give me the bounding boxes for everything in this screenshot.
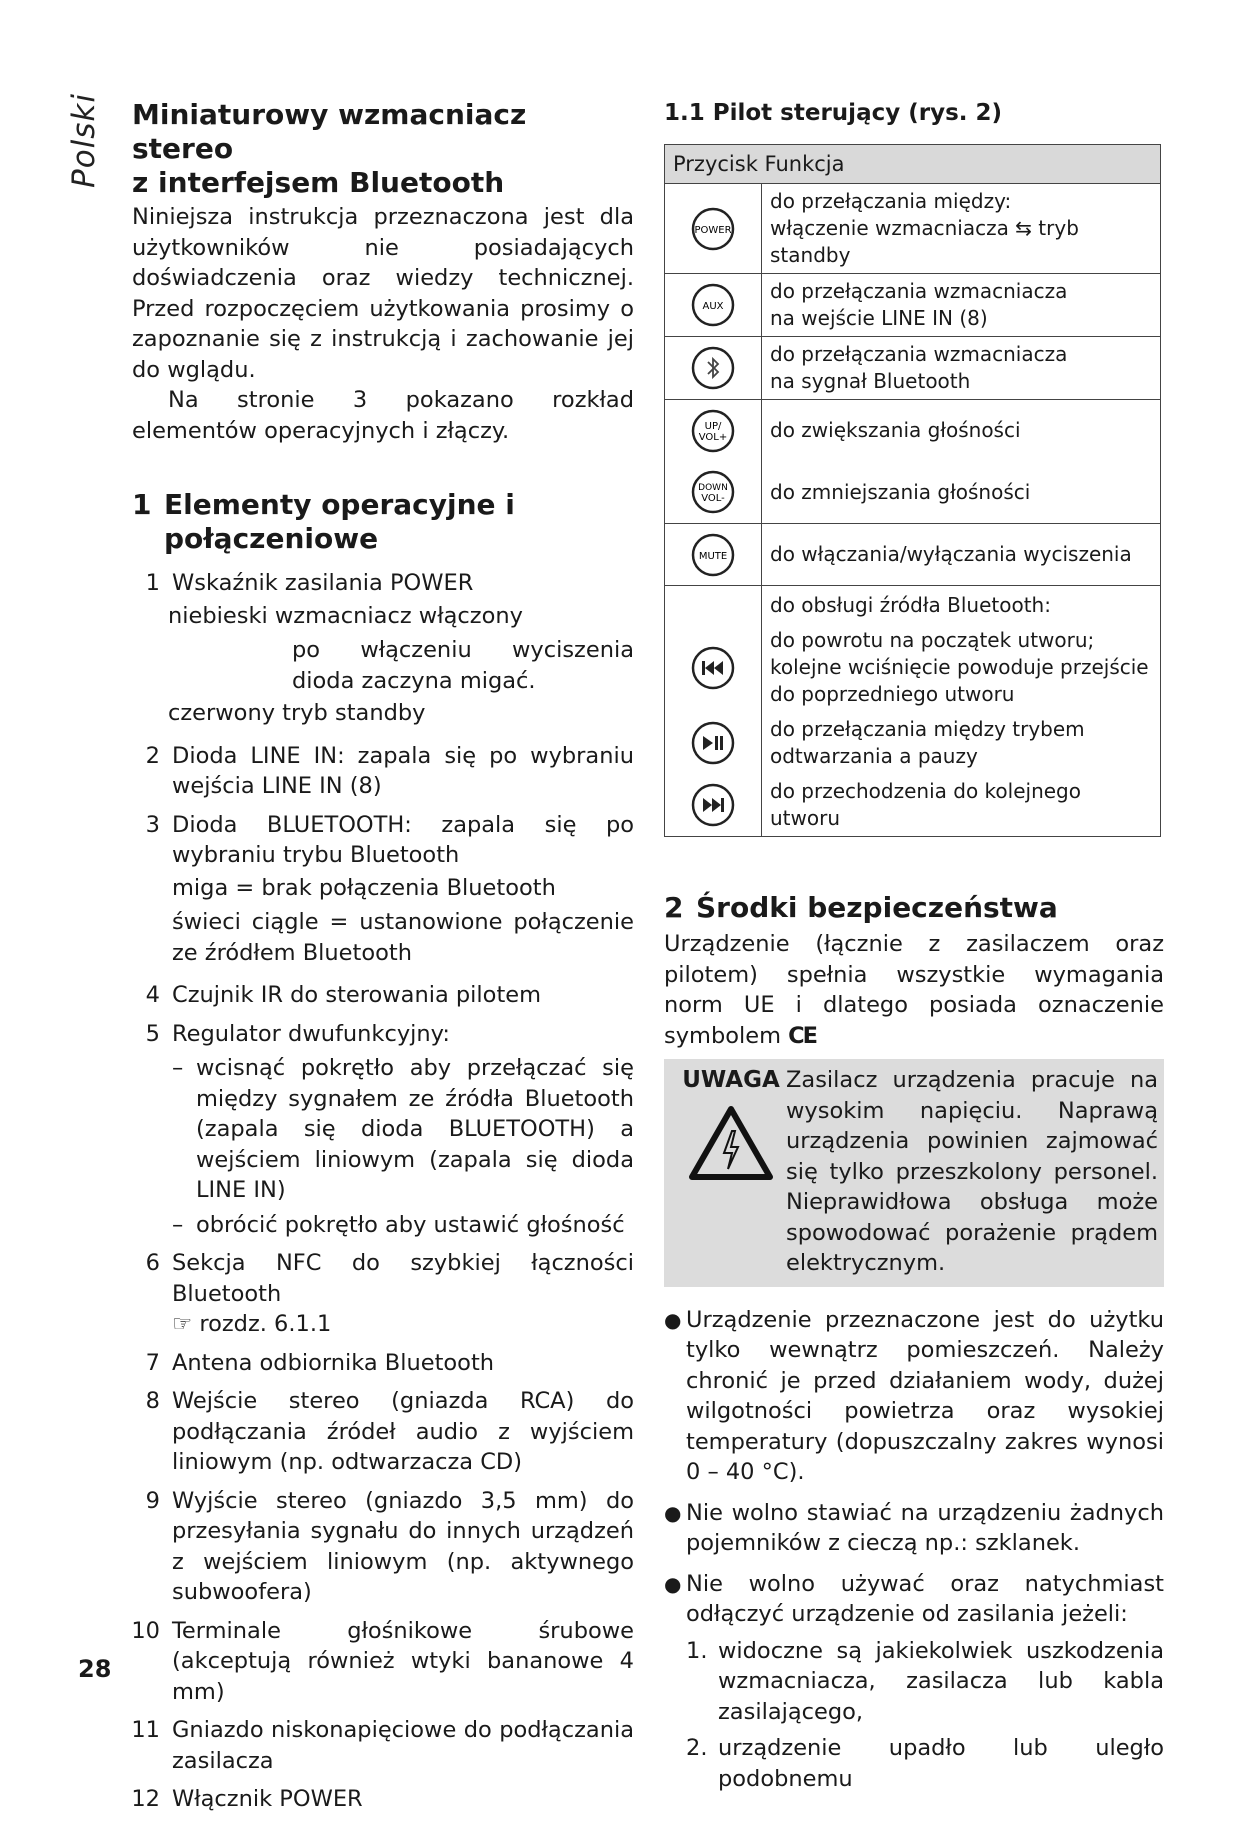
warning-box	[664, 1059, 1164, 1287]
section-1-heading	[132, 488, 634, 556]
svg-text:UP/: UP/	[704, 420, 722, 432]
list-item: 1 Wskaźnik zasilania POWER niebieski wzmacniacz włączony po włączeniu wyciszenia dioda zaczyna migać. czerwony tryb standby	[132, 568, 634, 733]
remote-heading: 1.1 Pilot sterujący (rys. 2)	[664, 100, 1003, 126]
list-item: 12 Włącznik POWER	[131, 1786, 363, 1812]
dash-item: – obrócić pokrętło aby ustawić głośność	[172, 1211, 625, 1238]
warning-label: UWAGA	[682, 1067, 780, 1093]
mute-button-icon	[665, 524, 762, 586]
table-row: do przełączania między trybem odtwarzania a pauzy	[665, 712, 1161, 774]
title-line-1: Miniaturowy wzmacniacz stereo	[132, 98, 527, 165]
page-title	[132, 98, 634, 200]
aux-button-icon	[665, 274, 762, 337]
page-number: 28	[78, 1655, 112, 1683]
table-row	[665, 586, 1161, 624]
previous-track-icon	[665, 623, 762, 712]
bluetooth-button-icon	[665, 337, 762, 400]
bluetooth-source-header: do obsługi źródła Bluetooth:	[762, 586, 1161, 624]
safety-bullet: ● Urządzenie przeznaczone jest do użytku tylko wewnątrz pomieszczeń. Należy chronić je przed działaniem wody, dużej wilgotności powietrza oraz wysokiej temperatury (dopuszczalny zakres wynosi 0 – 40 °C).	[664, 1306, 1164, 1485]
table-row: MUTE do włączania/wyłączania wyciszenia	[665, 524, 1161, 586]
warning-text: Zasilacz urządzenia pracuje na wysokim napięciu. Naprawą urządzenia powinien zajmować się tylko przeszkolony personel. Nieprawidłowa obsługa może spowodować porażenie prądem elektrycznym.	[786, 1067, 1158, 1276]
svg-text:DOWN: DOWN	[698, 483, 728, 494]
section-title-line-2: połączeniowe	[164, 522, 379, 555]
table-row: DOWN VOL- do zmniejszania głośności	[665, 462, 1161, 524]
chapter-reference: ☞ rozdz. 6.1.1	[172, 1311, 332, 1337]
table-header: Przycisk Funkcja	[665, 145, 1161, 184]
list-item: 8 Wejście stereo (gniazda RCA) do podłączania źródeł audio z wyjściem liniowym (np. odtwarzacza CD)	[145, 1388, 634, 1475]
list-item: 11 Gniazdo niskonapięciowe do podłączania zasilacza	[131, 1717, 634, 1774]
list-item: 4 Czujnik IR do sterowania pilotem	[145, 982, 542, 1008]
next-track-icon	[665, 774, 762, 837]
table-row: do przełączania wzmacniacza na sygnał Bluetooth	[665, 337, 1161, 400]
list-item: 5 Regulator dwufunkcyjny: – wcisnąć pokrętło aby przełączać się między sygnałem ze źródła Bluetooth (zapala się dioda BLUETOOTH) a wejściem liniowym (zapala się dioda LINE IN) – obrócić pokrętło aby ustawić głośność	[132, 1019, 634, 1241]
table-row: UP/ VOL+ do zwiększania głośności	[665, 400, 1161, 462]
section-title-line-1: Elementy operacyjne i	[164, 488, 515, 521]
ce-mark-icon: CE	[788, 1022, 817, 1049]
list-item: 9 Wyjście stereo (gniazdo 3,5 mm) do przesyłania sygnału do innych urządzeń z wejściem liniowym (np. aktywnego subwoofera)	[145, 1487, 634, 1605]
left-column	[132, 98, 634, 1823]
svg-text:MUTE: MUTE	[698, 550, 728, 562]
table-row: POWER do przełączania między: włączenie wzmacniacza ⇆ tryb standby	[665, 184, 1161, 274]
volume-down-button-icon	[665, 462, 762, 524]
ce-paragraph: Urządzenie (łącznie z zasilaczem oraz pilotem) spełnia wszystkie wymagania norm UE i dlatego posiada oznaczenie symbolem CE	[664, 931, 1164, 1049]
section-number: 2	[664, 891, 684, 924]
power-button-icon	[665, 184, 762, 274]
led-blue-desc: niebieski wzmacniacz włączony	[168, 602, 523, 629]
dash-item: – wcisnąć pokrętło aby przełączać się między sygnałem ze źródła Bluetooth (zapala się dioda BLUETOOTH) a wejściem liniowym (zapala się dioda LINE IN)	[172, 1055, 634, 1203]
table-row: do przechodzenia do kolejnego utworu	[665, 774, 1161, 837]
bt-steady-desc: świeci ciągle = ustanowione połączenie ze źródłem Bluetooth	[172, 909, 634, 966]
table-row: AUX do przełączania wzmacniacza na wejście LINE IN (8)	[665, 274, 1161, 337]
section-number: 1	[132, 488, 152, 521]
condition-item: 2. urządzenie upadło lub uległo podobnemu	[686, 1735, 1164, 1792]
right-column	[664, 98, 1164, 1794]
play-pause-icon	[665, 712, 762, 774]
safety-bullet: ● Nie wolno używać oraz natychmiast odłączyć urządzenie od zasilania jeżeli: 1. widoczne są jakiekolwiek uszkodzenia wzmacniacza, zasilacza lub kabla zasilającego, 2. urządzenie upadło lub uległo podobnemu	[664, 1569, 1164, 1795]
section-2-heading	[664, 891, 1164, 925]
led-blue-mute-desc: po włączeniu wyciszenia dioda zaczyna migać.	[292, 637, 634, 694]
condition-item: 1. widoczne są jakiekolwiek uszkodzenia wzmacniacza, zasilacza lub kabla zasilającego,	[686, 1637, 1164, 1725]
volume-up-button-icon	[665, 400, 762, 462]
intro-paragraph-2: Na stronie 3 pokazano rozkład elementów operacyjnych i złączy.	[132, 387, 634, 444]
list-item: 6 Sekcja NFC do szybkiej łączności Bluetooth ☞ rozdz. 6.1.1	[132, 1248, 634, 1340]
svg-text:VOL+: VOL+	[698, 431, 728, 443]
title-line-2: z interfejsem Bluetooth	[132, 166, 505, 199]
section-title: Środki bezpieczeństwa	[696, 891, 1058, 924]
svg-text:VOL-: VOL-	[701, 493, 725, 505]
high-voltage-warning-icon	[686, 1103, 776, 1183]
svg-text:AUX: AUX	[702, 301, 724, 312]
intro-paragraph: Niniejsza instrukcja przeznaczona jest dla użytkowników nie posiadających doświadczenia oraz wiedzy technicznej. Przed rozpoczęciem użytkowania prosimy o zapoznanie się z instrukcją i zachowanie jej do wglądu.	[132, 204, 634, 383]
list-item: 2 Dioda LINE IN: zapala się po wybraniu wejścia LINE IN (8)	[145, 742, 634, 799]
list-item: 7 Antena odbiornika Bluetooth	[145, 1349, 495, 1376]
list-item: 10 Terminale głośnikowe śrubowe (akceptują również wtyki bananowe 4 mm)	[131, 1617, 634, 1705]
led-red-desc: czerwony tryb standby	[168, 700, 426, 726]
table-row: do powrotu na początek utworu; kolejne wciśnięcie powoduje przejście do poprzedniego utworu	[665, 623, 1161, 712]
language-tab: Polski	[66, 93, 102, 188]
safety-bullet: ● Nie wolno stawiać na urządzeniu żadnych pojemników z cieczą np.: szklanek.	[664, 1499, 1164, 1556]
remote-function-table	[664, 144, 1161, 837]
svg-text:POWER: POWER	[694, 224, 732, 236]
list-item: 3 Dioda BLUETOOTH: zapala się po wybraniu trybu Bluetooth miga = brak połączenia Bluetooth świeci ciągle = ustanowione połączenie ze źródłem Bluetooth	[132, 810, 634, 973]
bt-blink-desc: miga = brak połączenia Bluetooth	[172, 874, 556, 901]
elements-list	[132, 568, 634, 1815]
